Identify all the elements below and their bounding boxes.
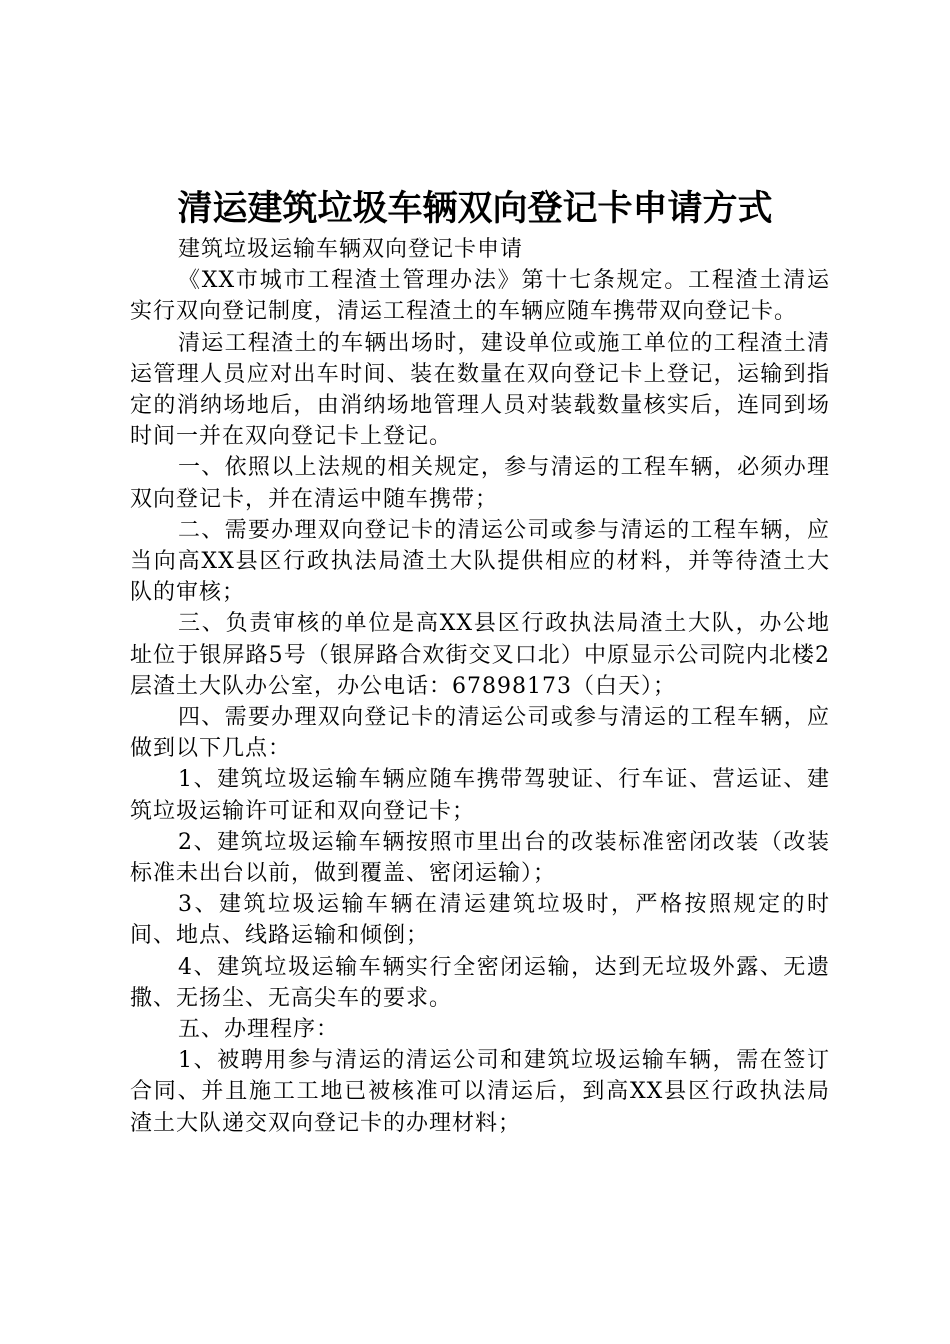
paragraph-subitem-2: 2、建筑垃圾运输车辆按照市里出台的改装标准密闭改装（改装标准未出台以前，做到覆盖、密闭运输）； — [130, 829, 830, 887]
document-title: 清运建筑垃圾车辆双向登记卡申请方式 — [177, 188, 773, 229]
paragraph-subtitle: 建筑垃圾运输车辆双向登记卡申请 — [178, 237, 524, 262]
paragraph-subitem-3: 3、建筑垃圾运输车辆在清运建筑垃圾时，严格按照规定的时间、地点、线路运输和倾倒； — [130, 892, 830, 949]
paragraph-subitem-4: 4、建筑垃圾运输车辆实行全密闭运输，达到无垃圾外露、无遗撒、无扬尘、无高尖车的要求。 — [130, 954, 830, 1011]
paragraph-procedure: 清运工程渣土的车辆出场时，建设单位或施工单位的工程渣土清运管理人员应对出车时间、装在数量在双向登记卡上登记，运输到指定的消纳场地后，由消纳场地管理人员对装载数量核实后，连同到场时间一并在双向登记卡上登记。 — [130, 330, 830, 450]
paragraph-item-1: 一、依照以上法规的相关规定，参与清运的工程车辆，必须办理双向登记卡，并在清运中随车携带； — [130, 455, 830, 512]
paragraph-item-5: 五、办理程序： — [178, 1017, 340, 1043]
paragraph-regulation: 《XX市城市工程渣土管理办法》第十七条规定。工程渣土清运实行双向登记制度，清运工程渣土的车辆应随车携带双向登记卡。 — [130, 268, 830, 325]
document-body — [130, 234, 830, 1139]
paragraph-item-2: 二、需要办理双向登记卡的清运公司或参与清运的工程车辆，应当向高XX县区行政执法局渣土大队提供相应的材料，并等待渣土大队的审核； — [130, 517, 830, 606]
paragraph-subitem-1: 1、建筑垃圾运输车辆应随车携带驾驶证、行车证、营运证、建筑垃圾运输许可证和双向登记卡； — [130, 767, 830, 824]
paragraph-item-4: 四、需要办理双向登记卡的清运公司或参与清运的工程车辆，应做到以下几点： — [130, 705, 830, 762]
paragraph-step-1: 1、被聘用参与清运的清运公司和建筑垃圾运输车辆，需在签订合同、并且施工工地已被核准可以清运后，到高XX县区行政执法局渣土大队递交双向登记卡的办理材料； — [130, 1048, 830, 1136]
paragraph-item-3: 三、负责审核的单位是高XX县区行政执法局渣土大队，办公地址位于银屏路5号（银屏路合欢街交叉口北）中原显示公司院内北楼2层渣土大队办公室，办公电话：67898173（白天）； — [130, 611, 830, 699]
